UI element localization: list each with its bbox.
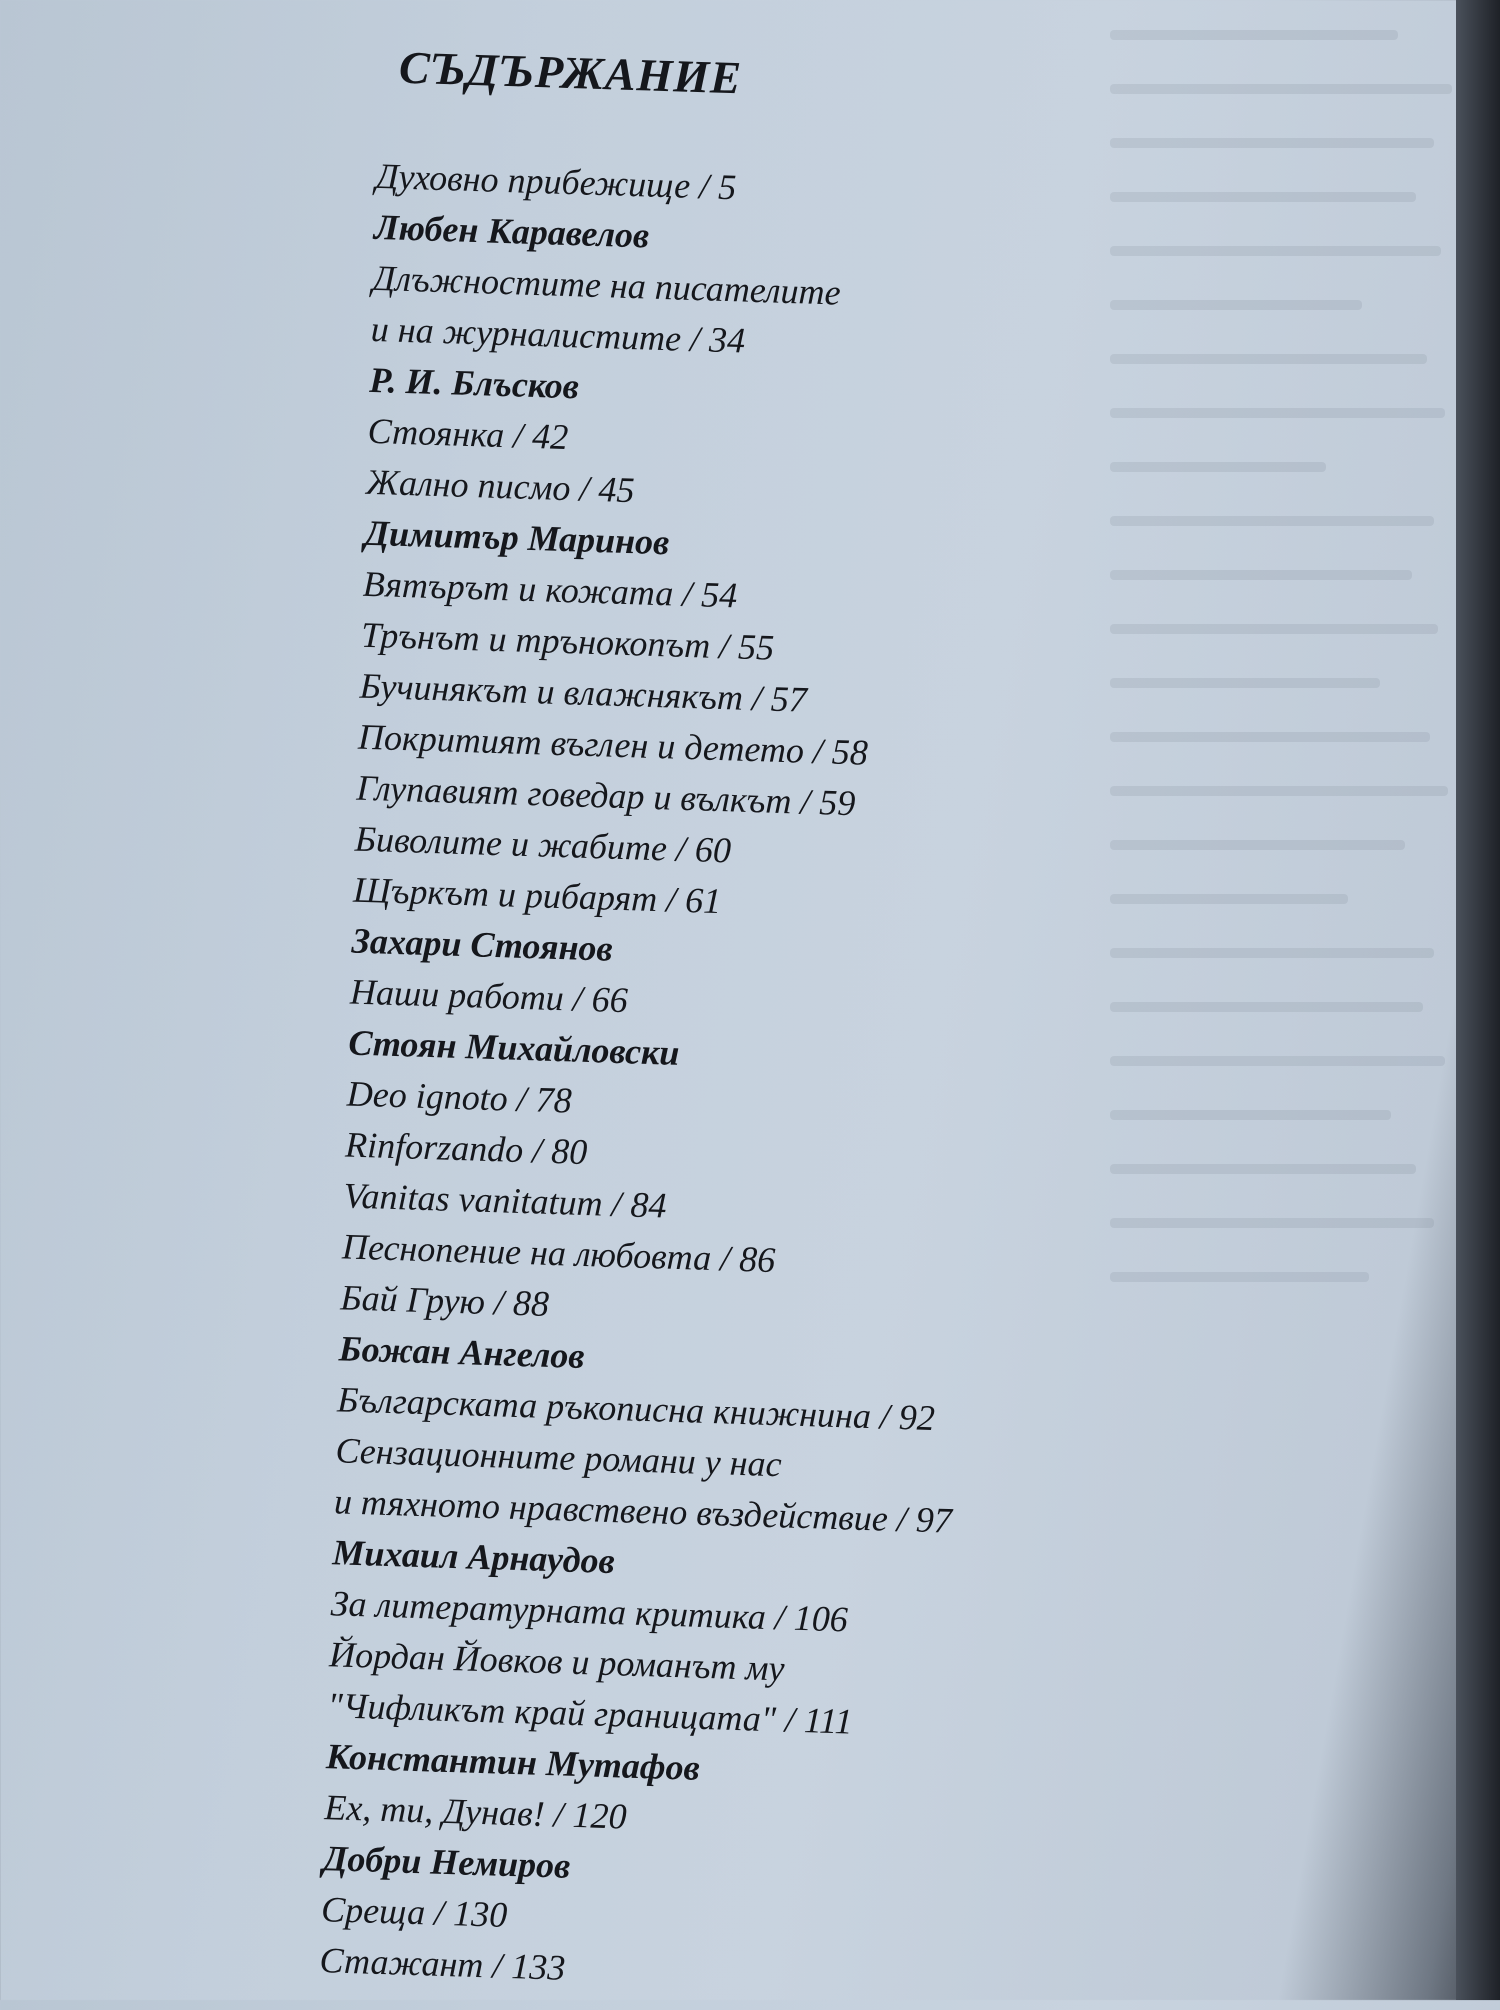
toc-entry-line: Йордан Йовков и романът му <box>328 1634 786 1689</box>
toc-author: Р. И. Блъсков <box>368 359 580 407</box>
toc-entry-line: Наши работи / 66 <box>349 971 629 1021</box>
toc-entry-line: Вятърът и кожата / 54 <box>362 563 738 616</box>
book-spine-shadow <box>1456 0 1500 2000</box>
toc-entry-line: "Чифликът край границата" / 111 <box>327 1685 854 1742</box>
toc-entry-line: Биволите и жабите / 60 <box>354 818 732 871</box>
toc-entry-line: Покритият въглен и детето / 58 <box>357 716 869 773</box>
toc-entry-line: Жално писмо / 45 <box>365 461 636 511</box>
toc-entry-line: Длъжностите на писателите <box>371 257 842 313</box>
bleed-through-text <box>1110 30 1470 1430</box>
toc-entry-line: Българската ръкописна книжнина / 92 <box>336 1379 936 1439</box>
toc-entry-line: Vanitas vanitatum / 84 <box>343 1175 668 1226</box>
toc-entry-line: Сензационните романи у нас <box>335 1430 783 1485</box>
toc-entry-line: Rinforzando / 80 <box>344 1124 588 1173</box>
toc-entry-line: Бай Грую / 88 <box>339 1277 550 1324</box>
toc-author: Божан Ангелов <box>338 1328 586 1377</box>
toc-entry-line: За литературната критика / 106 <box>330 1583 849 1640</box>
toc-author: Константин Мутафов <box>325 1736 701 1788</box>
toc-entry-line: Среща / 130 <box>320 1889 508 1935</box>
toc-entry-line: Трънът и трънокопът / 55 <box>360 614 775 668</box>
toc-entry-line: Песнопение на любовта / 86 <box>341 1226 776 1281</box>
toc-author: Любен Каравелов <box>373 206 650 256</box>
toc-entry-line: и тяхното нравствено въздействие / 97 <box>333 1481 953 1541</box>
toc-entry-line: Глупавият говедар и вълкът / 59 <box>355 767 857 824</box>
toc-entry-line: Стоянка / 42 <box>367 410 569 458</box>
toc-entry-line: Стажант / 133 <box>319 1940 567 1988</box>
toc-entry-line: Deo ignoto / 78 <box>346 1073 573 1121</box>
toc-entry-line: Щъркът и рибарят / 61 <box>352 869 722 922</box>
table-of-contents <box>319 40 1140 2010</box>
toc-author: Добри Немиров <box>322 1838 571 1886</box>
toc-author: Стоян Михайловски <box>347 1022 680 1073</box>
toc-entry-line: Духовно прибежище / 5 <box>375 155 737 208</box>
toc-author: Захари Стоянов <box>351 920 614 969</box>
toc-author: Михаил Арнаудов <box>331 1532 616 1582</box>
toc-entry-line: Ех, ти, Дунав! / 120 <box>323 1787 628 1837</box>
toc-title: СЪДЪРЖАНИЕ <box>398 41 743 104</box>
toc-entry-line: и на журналистите / 34 <box>370 308 746 361</box>
toc-list <box>319 151 1136 2010</box>
toc-author: Димитър Маринов <box>363 512 670 563</box>
toc-entry-line: Бучинякът и влажнякът / 57 <box>359 665 808 720</box>
